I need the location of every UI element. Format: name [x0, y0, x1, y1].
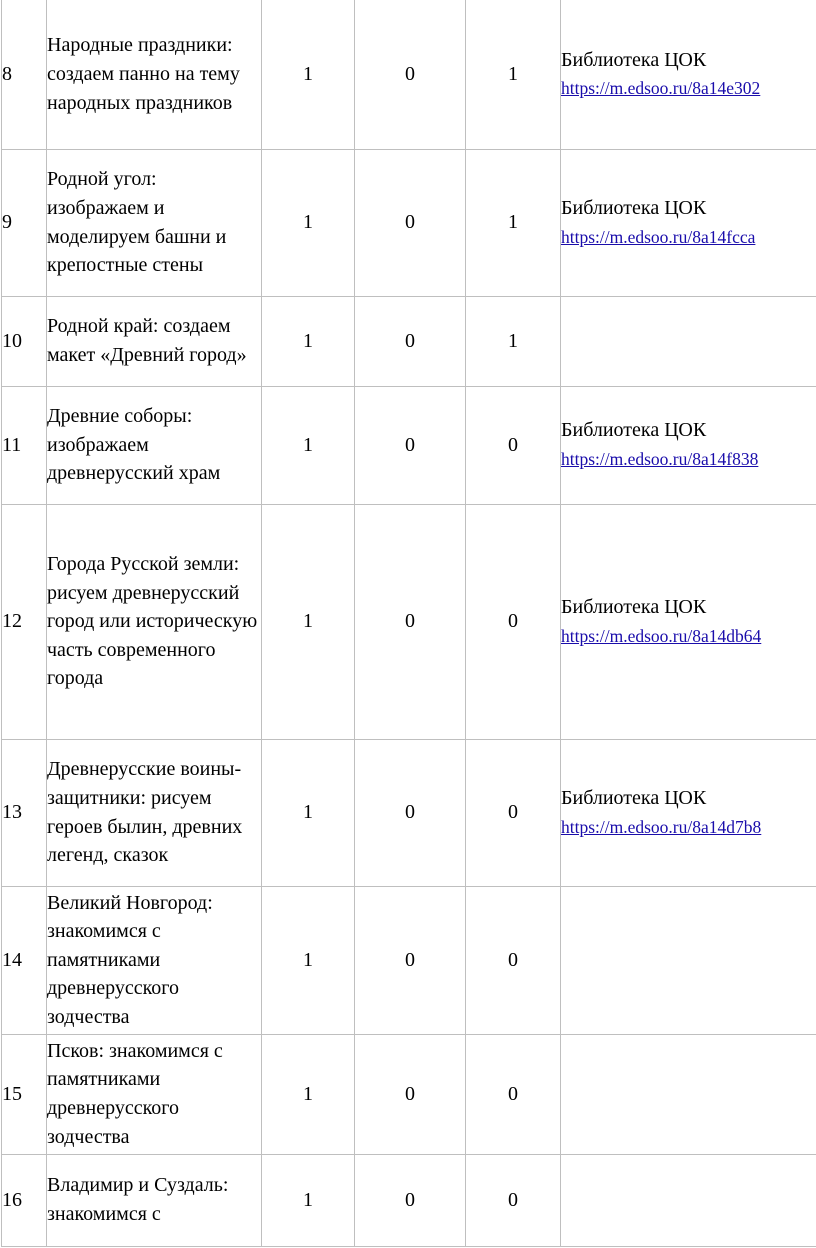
lesson-topic: Народные праздники: создаем панно на тему народных праздников: [47, 0, 262, 149]
lesson-topic: Города Русской земли: рисуем древнерусский город или историческую часть современного города: [47, 504, 262, 739]
lesson-topic: Древние соборы: изображаем древнерусский храм: [47, 386, 262, 504]
lesson-topic: Родной угол: изображаем и моделируем башни и крепостные стены: [47, 149, 262, 296]
resource-link[interactable]: https://m.edsoo.ru/8a14e302: [561, 78, 761, 99]
table-row: [2, 149, 816, 296]
lesson-topic: Псков: знакомимся с памятниками древнерусского зодчества: [47, 1034, 262, 1154]
resource-label: Библиотека ЦОК: [561, 419, 707, 442]
hours-control: 0: [355, 739, 466, 886]
lesson-number: 10: [2, 296, 47, 386]
hours-practical: 1: [466, 296, 561, 386]
lesson-topic: Великий Новгород: знакомимся с памятниками древнерусского зодчества: [47, 886, 262, 1034]
hours-total: 1: [262, 149, 355, 296]
table-row: [2, 886, 816, 1034]
hours-total: 1: [262, 1034, 355, 1154]
lesson-number: 13: [2, 739, 47, 886]
resource-link[interactable]: https://m.edsoo.ru/8a14f838: [561, 449, 759, 469]
lesson-topic: Родной край: создаем макет «Древний город»: [47, 296, 262, 386]
lesson-number: 12: [2, 504, 47, 739]
table-row: [2, 1034, 816, 1154]
hours-control: 0: [355, 1154, 466, 1246]
resource-cell: [561, 504, 816, 739]
resource-cell: [561, 1034, 816, 1154]
resource-label: Библиотека ЦОК: [561, 48, 707, 71]
hours-practical: 0: [466, 1034, 561, 1154]
hours-control: 0: [355, 886, 466, 1034]
hours-control: 0: [355, 1034, 466, 1154]
table-row: [2, 739, 816, 886]
hours-practical: 0: [466, 886, 561, 1034]
hours-practical: 0: [466, 1154, 561, 1246]
resource-label: Библиотека ЦОК: [561, 595, 707, 618]
resource-cell: [561, 886, 816, 1034]
resource-link[interactable]: https://m.edsoo.ru/8a14fcca: [561, 226, 756, 247]
table-row: [2, 504, 816, 739]
hours-control: 0: [355, 296, 466, 386]
table-row: [2, 386, 816, 504]
lesson-topic: Древнерусские воины-защитники: рисуем героев былин, древних легенд, сказок: [47, 739, 262, 886]
resource-cell: [561, 1154, 816, 1246]
hours-practical: 0: [466, 504, 561, 739]
table-row: [2, 0, 816, 149]
hours-practical: 0: [466, 739, 561, 886]
resource-link[interactable]: https://m.edsoo.ru/8a14db64: [561, 625, 762, 646]
resource-cell: [561, 386, 816, 504]
hours-practical: 1: [466, 0, 561, 149]
lesson-number: 8: [2, 0, 47, 149]
hours-total: 1: [262, 739, 355, 886]
hours-control: 0: [355, 386, 466, 504]
lesson-number: 11: [2, 386, 47, 504]
lesson-number: 14: [2, 886, 47, 1034]
hours-practical: 1: [466, 149, 561, 296]
lesson-number: 9: [2, 149, 47, 296]
hours-control: 0: [355, 149, 466, 296]
resource-cell: [561, 739, 816, 886]
lesson-number: 16: [2, 1154, 47, 1246]
hours-total: 1: [262, 296, 355, 386]
hours-control: 0: [355, 0, 466, 149]
hours-total: 1: [262, 886, 355, 1034]
table-row: [2, 1154, 816, 1246]
hours-control: 0: [355, 504, 466, 739]
lesson-number: 15: [2, 1034, 47, 1154]
hours-practical: 0: [466, 386, 561, 504]
hours-total: 1: [262, 0, 355, 149]
resource-cell: [561, 149, 816, 296]
hours-total: 1: [262, 504, 355, 739]
table-row: [2, 296, 816, 386]
resource-cell: [561, 296, 816, 386]
lessons-table: [1, 0, 816, 1247]
hours-total: 1: [262, 386, 355, 504]
lesson-topic: Владимир и Суздаль: знакомимся с: [47, 1154, 262, 1246]
resource-label: Библиотека ЦОК: [561, 196, 707, 219]
resource-cell: [561, 0, 816, 149]
resource-link[interactable]: https://m.edsoo.ru/8a14d7b8: [561, 816, 762, 837]
resource-label: Библиотека ЦОК: [561, 786, 707, 809]
hours-total: 1: [262, 1154, 355, 1246]
